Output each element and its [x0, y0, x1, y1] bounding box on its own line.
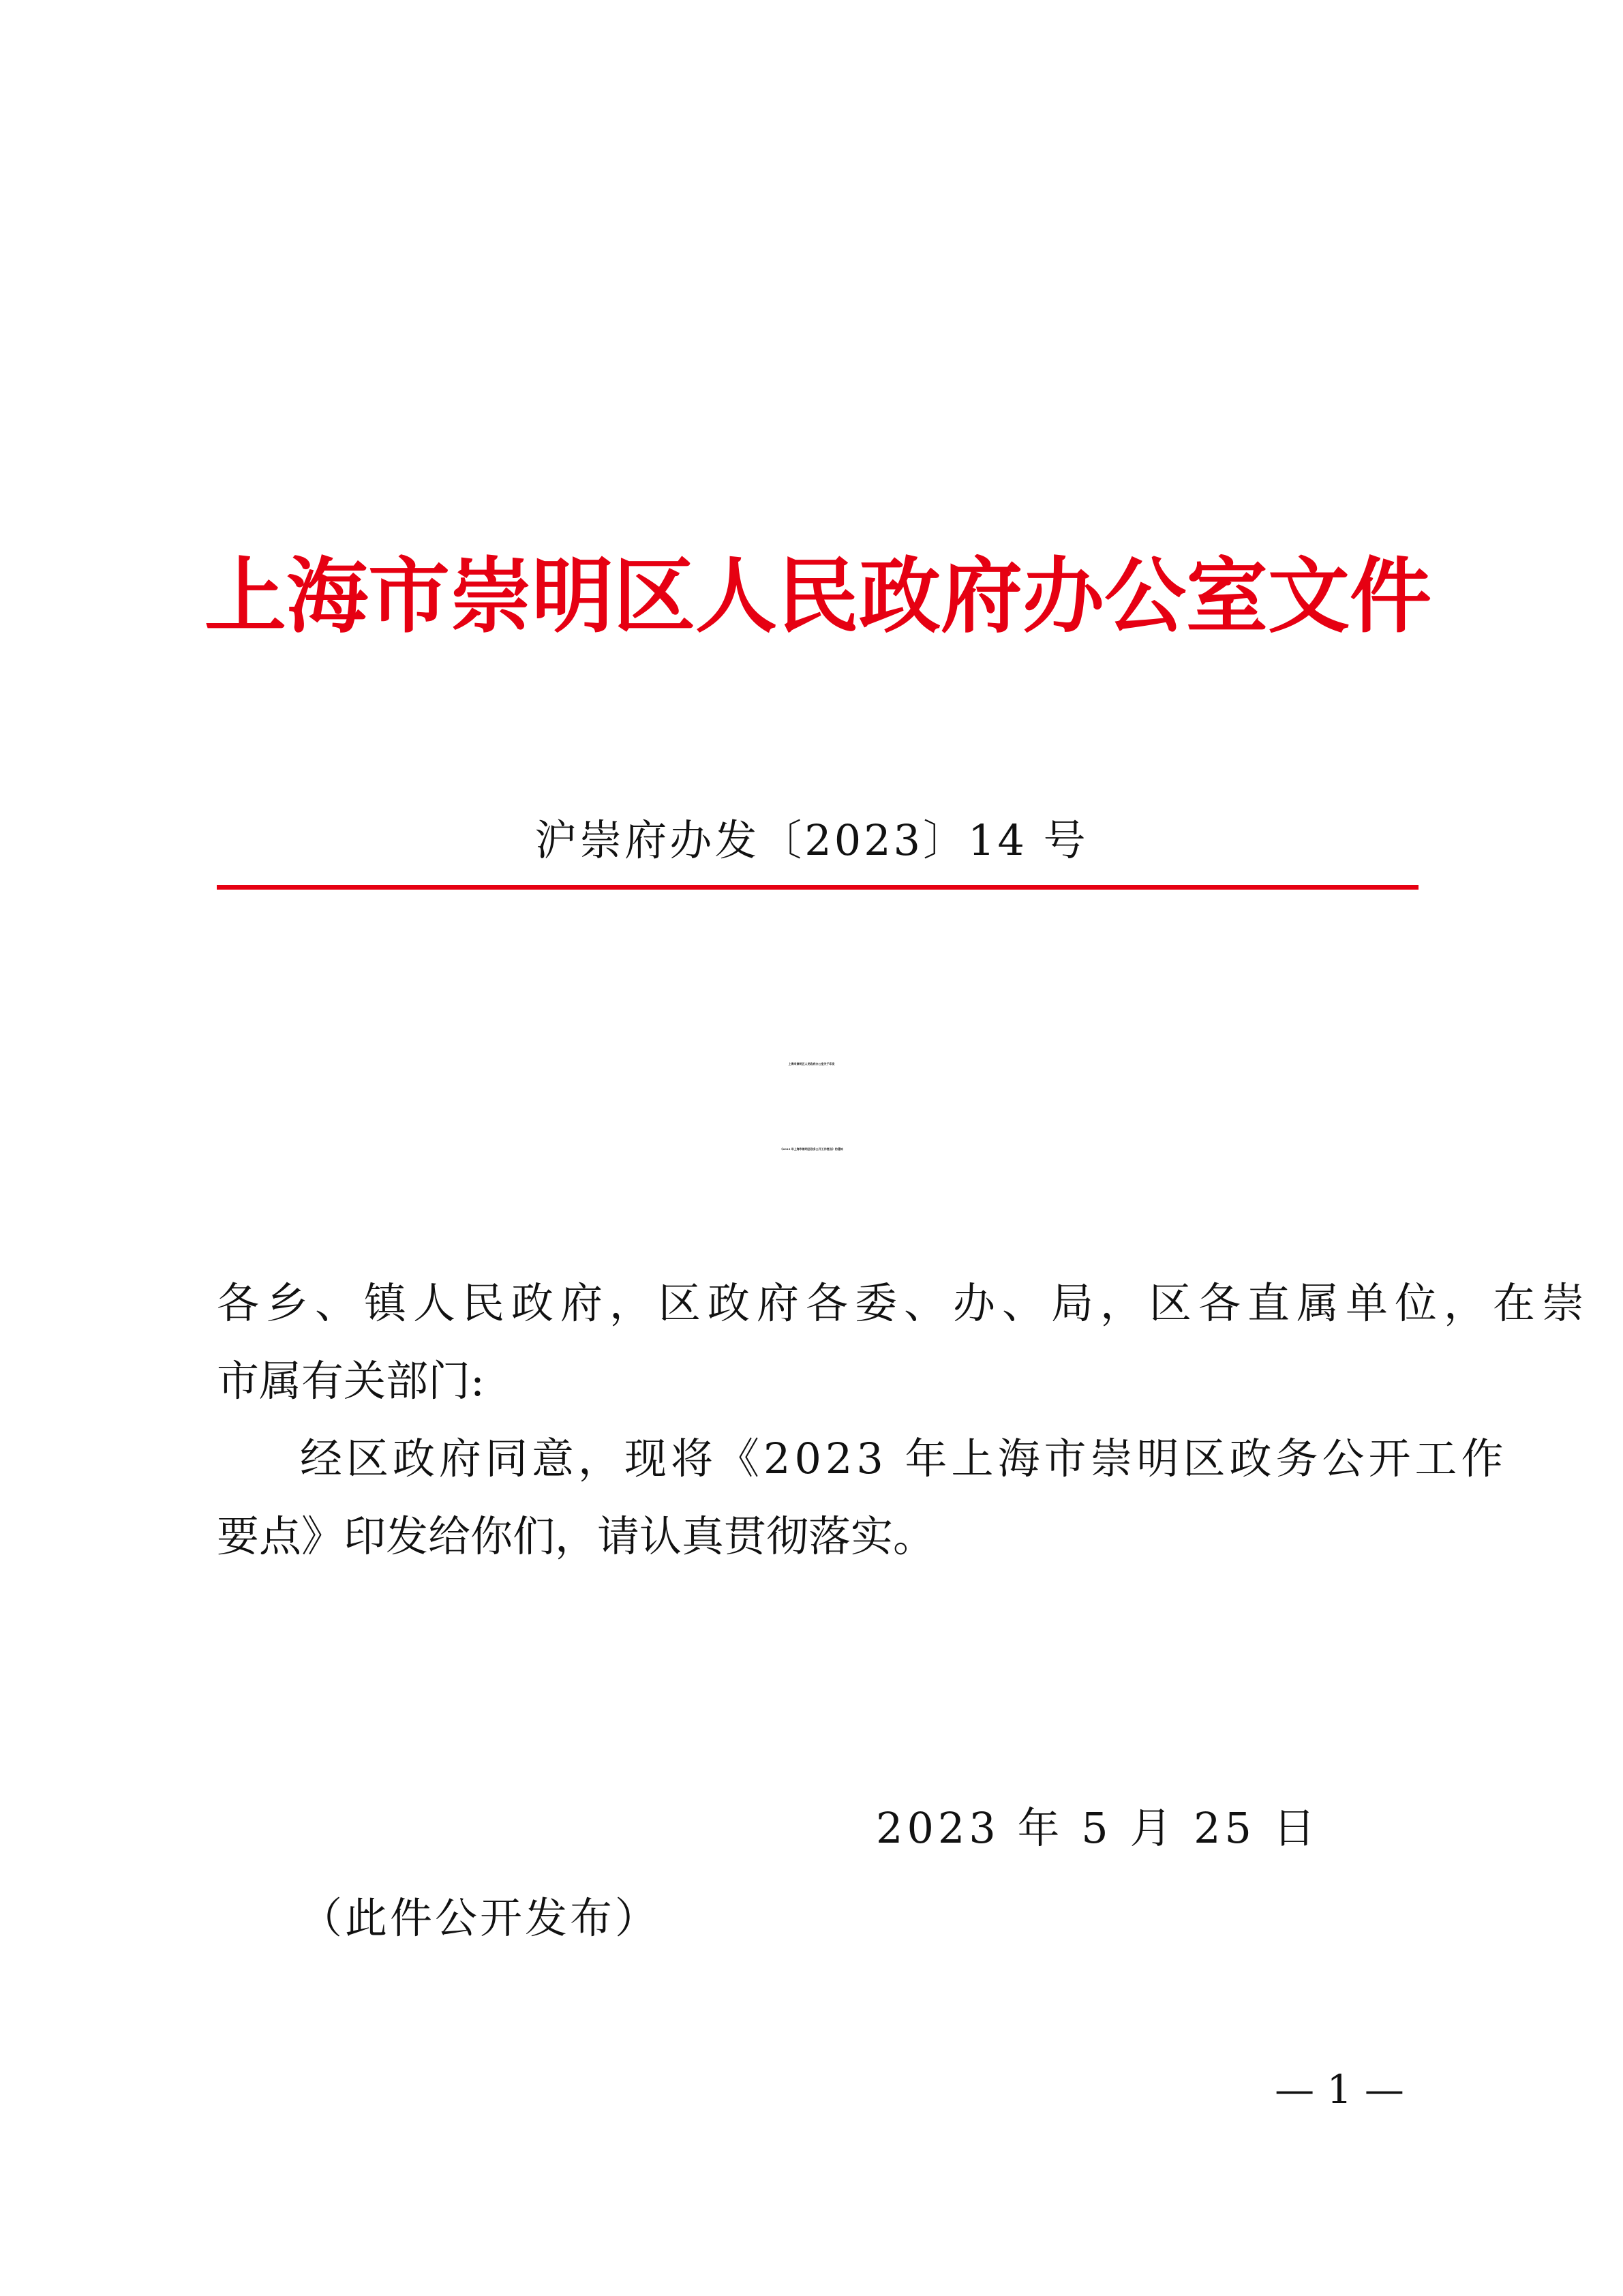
- notice-title-line-2: 《2023 年上海市崇明区政务公开工作要点》的通知: [780, 1147, 843, 1151]
- header-divider-red-line: [217, 885, 1419, 890]
- disclosure-note: （此件公开发布）: [300, 1893, 661, 1943]
- page-number: — 1 —: [1275, 2066, 1404, 2113]
- notice-title-line-1: 上海市崇明区人民政府办公室关于印发: [788, 1062, 835, 1066]
- recipients-line-2: 市属有关部门:: [217, 1356, 485, 1406]
- body-paragraph-line-1: 经区政府同意，现将《2023 年上海市崇明区政务公开工作: [300, 1434, 1508, 1483]
- recipients-line-1: 各乡、镇人民政府，区政府各委、办、局，区各直属单位，在崇: [217, 1278, 1592, 1328]
- issue-date: 2023 年 5 月 25 日: [876, 1803, 1320, 1853]
- document-number: 沪崇府办发〔2023〕14 号: [534, 815, 1089, 865]
- document-header-title: 上海市崇明区人民政府办公室文件: [204, 548, 1431, 644]
- body-paragraph-line-2: 要点》印发给你们，请认真贯彻落实。: [217, 1511, 936, 1561]
